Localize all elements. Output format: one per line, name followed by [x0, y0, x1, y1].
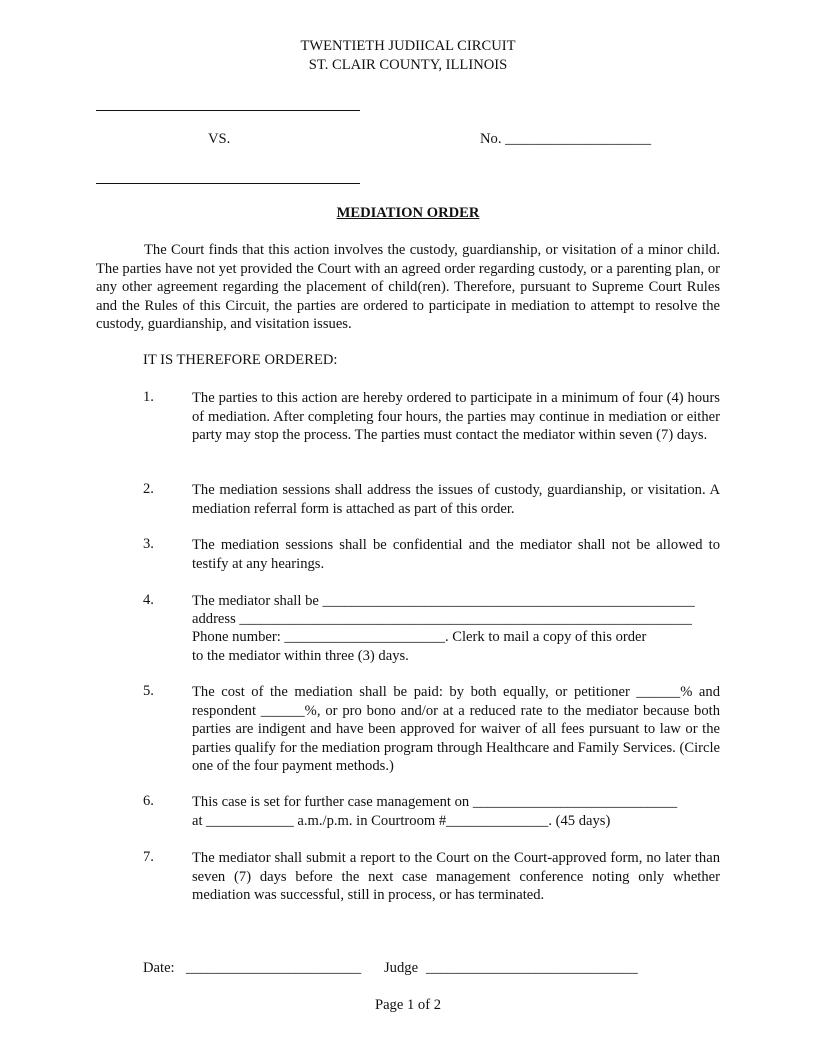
item-number: 6. — [143, 793, 154, 809]
item-number: 2. — [143, 481, 154, 497]
case-number: No. ____________________ — [480, 131, 652, 147]
order-item: The mediator shall submit a report to the Court on the Court-approved form, no later than seven (7) days before the next case management conference noting only whether mediation was successful, still in process, or has terminated. — [192, 850, 720, 904]
versus-label: VS. — [208, 131, 231, 147]
county-name: ST. CLAIR COUNTY, ILLINOIS — [308, 57, 508, 73]
mediator-phone-field[interactable]: Phone number: ______________________. Clerk to mail a copy of this order — [192, 629, 647, 645]
order-item: The mediation sessions shall be confidential and the mediator shall not be allowed to testify at any hearings. — [192, 537, 720, 572]
item-number: 3. — [143, 536, 154, 552]
item-number: 5. — [143, 683, 154, 699]
mediator-name-field[interactable]: The mediator shall be ___________________________________________________ — [192, 593, 695, 609]
item-number: 1. — [143, 389, 154, 405]
case-management-date-field[interactable]: This case is set for further case management on ____________________________ — [192, 794, 678, 810]
judge-signature-field[interactable]: _____________________________ — [426, 960, 638, 976]
plaintiff-line — [96, 110, 360, 111]
date-field[interactable]: ________________________ — [186, 960, 362, 976]
order-item: The cost of the mediation shall be paid: by both equally, or petitioner ______% and respondent ______%, or pro bono and/or at a reduced rate to the mediator because both parties are indigent and have been approved for waiver of all fees pursuant to law or the parties qualify for the mediation program through Healthcare and Family Services. (Circle one of the four payment methods.) — [192, 684, 720, 775]
ordered-heading: IT IS THEREFORE ORDERED: — [143, 352, 338, 368]
item-number: 4. — [143, 592, 154, 608]
order-item: The parties to this action are hereby ordered to participate in a minimum of four (4) hours of mediation. After completing four hours, the parties may continue in mediation or either party may stop the process. The parties must contact the mediator within seven (7) days. — [192, 390, 720, 444]
order-item: The mediation sessions shall address the issues of custody, guardianship, or visitation. A mediation referral form is attached as part of this order. — [192, 482, 720, 517]
mediator-address-field[interactable]: address ______________________________________________________________ — [192, 611, 692, 627]
item-number: 7. — [143, 849, 154, 865]
page-number: Page 1 of 2 — [374, 997, 442, 1013]
order-item-text: to the mediator within three (3) days. — [192, 648, 409, 664]
judge-label: Judge — [384, 960, 419, 976]
court-name: TWENTIETH JUDIICAL CIRCUIT — [300, 38, 516, 54]
document-title: MEDIATION ORDER — [336, 205, 480, 221]
intro-paragraph: The Court finds that this action involves the custody, guardianship, or visitation of a minor child. The parties have not yet provided the Court with an agreed order regarding custody, or a parenting plan, or any other agreement regarding the placement of child(ren). Therefore, pursuant to Supreme Court Rules and the Rules of this Circuit, the parties are ordered to participate in mediation to attempt to resolve the custody, guardianship, and visitation issues. — [96, 242, 720, 333]
case-management-time-field[interactable]: at ____________ a.m./p.m. in Courtroom #______________. (45 days) — [192, 813, 611, 829]
date-label: Date: — [143, 960, 175, 976]
defendant-line — [96, 183, 360, 184]
